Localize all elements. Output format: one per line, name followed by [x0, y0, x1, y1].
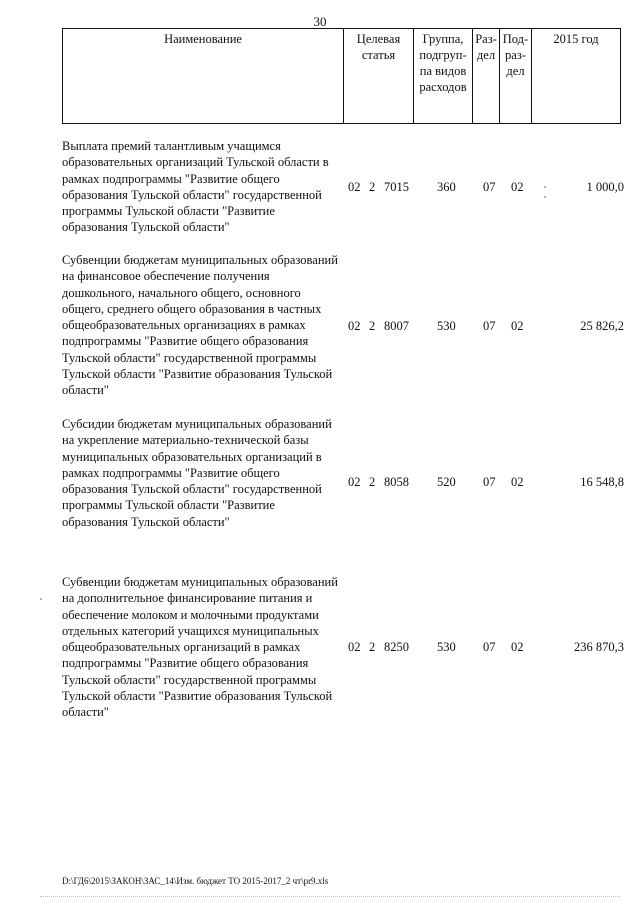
row-amount: 25 826,2	[580, 319, 624, 333]
row-name: Субвенции бюджетам муниципальных образований на дополнительное финансирование питания и обеспечение молоком и молочными продуктами отдельных категорий учащихся муниципальных общеобразовательных организаций в рамках подпрограммы "Развитие общего образования Тульской области" государственной программы Тульской области "Развитие образования Тульской области"	[62, 575, 338, 720]
scan-speck	[40, 598, 42, 600]
row-expense-group: 530	[437, 319, 456, 333]
row-expense-group: 520	[437, 475, 456, 489]
row-target-code-part1: 02	[348, 640, 361, 654]
row-subsection: 02	[511, 640, 524, 654]
row-target-code-part2: 2	[369, 319, 376, 333]
row-expense-group: 530	[437, 640, 456, 654]
column-header-year: 2015 год	[532, 29, 621, 124]
row-expense-group: 360	[437, 180, 456, 194]
row-section: 07	[483, 180, 496, 194]
column-header-expense-group: Группа, подгруп- па видов расходов	[414, 29, 473, 124]
row-section: 07	[483, 319, 496, 333]
row-target-code-part3: 8058	[384, 475, 409, 489]
file-path-footer: D:\ГД6\2015\ЗАКОН\ЗАС_14\Изм. бюджет ТО 2015-2017_2 чт\pr9.xls	[62, 876, 329, 886]
column-header-section: Раз- дел	[473, 29, 500, 124]
scan-speck	[544, 196, 546, 198]
row-section: 07	[483, 640, 496, 654]
column-header-name: Наименование	[63, 29, 344, 124]
row-subsection: 02	[511, 319, 524, 333]
row-amount: 16 548,8	[580, 475, 624, 489]
row-amount: 1 000,0	[586, 180, 624, 194]
row-target-code-part3: 8007	[384, 319, 409, 333]
row-section: 07	[483, 475, 496, 489]
scan-speck	[544, 186, 546, 188]
bottom-scan-line	[40, 896, 620, 897]
row-name: Субвенции бюджетам муниципальных образований на финансовое обеспечение получения дошкольного, начального общего, основного общего, среднего общего образования в частных общеобразовательных организациях в рамках подпрограммы "Развитие общего образования Тульской области" государственной программы Тульской области "Развитие образования Тульской области"	[62, 253, 338, 398]
table-header	[62, 28, 621, 124]
row-subsection: 02	[511, 180, 524, 194]
row-target-code-part1: 02	[348, 319, 361, 333]
row-name: Выплата премий талантливым учащимся образовательных организаций Тульской области в рамках подпрограммы "Развитие общего образования Тульской области" государственной программы Тульской области "Развитие образования Тульской области"	[62, 139, 329, 235]
column-header-target-article: Целевая статья	[344, 29, 414, 124]
row-target-code-part1: 02	[348, 180, 361, 194]
row-target-code-part3: 8250	[384, 640, 409, 654]
row-target-code-part3: 7015	[384, 180, 409, 194]
page-number: 30	[313, 14, 327, 29]
row-target-code-part2: 2	[369, 475, 376, 489]
row-name: Субсидии бюджетам муниципальных образований на укрепление материально-технической базы муниципальных образовательных организаций в рамках подпрограммы "Развитие общего образования Тульской области" государственной программы Тульской области "Развитие образования Тульской области"	[62, 417, 332, 529]
column-header-subsection: Под- раз- дел	[500, 29, 532, 124]
row-target-code-part2: 2	[369, 180, 376, 194]
row-target-code-part1: 02	[348, 475, 361, 489]
row-target-code-part2: 2	[369, 640, 376, 654]
row-amount: 236 870,3	[574, 640, 624, 654]
row-subsection: 02	[511, 475, 524, 489]
